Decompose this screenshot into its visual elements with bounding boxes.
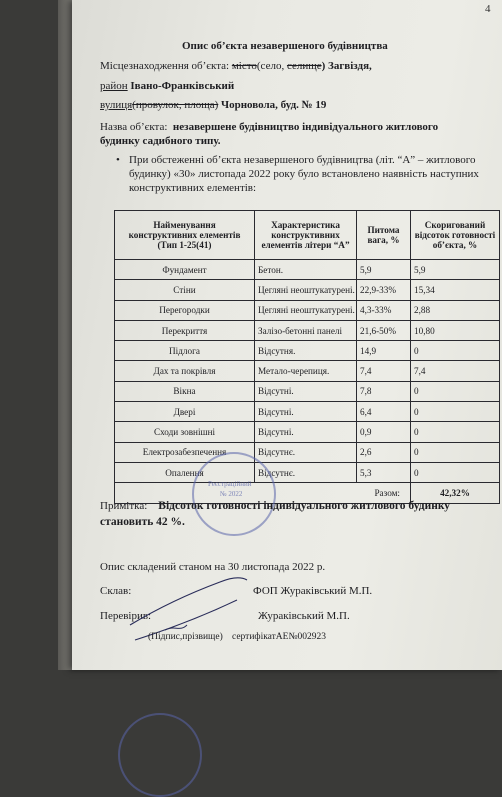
page-title: Опис об’єкта незавершеного будівництва bbox=[182, 40, 388, 52]
cell-element-name: Стіни bbox=[115, 280, 255, 300]
compiler-label: Склав: bbox=[100, 585, 132, 597]
table-row bbox=[115, 381, 500, 401]
cell-readiness: 0 bbox=[411, 381, 500, 401]
cell-element-name: Вікна bbox=[115, 381, 255, 401]
note-line2: становить 42 %. bbox=[100, 516, 185, 528]
cell-characteristic: Відсутнє. bbox=[255, 462, 357, 482]
compiled-date: Опис складений станом на 30 листопада 2022 р. bbox=[100, 561, 326, 573]
table-row bbox=[115, 361, 500, 381]
note-line1: Примітка: Відсоток готовності індивідуального житлового будинку bbox=[100, 500, 451, 512]
cell-share: 7,8 bbox=[357, 381, 411, 401]
certificate-number: сертифікатАЕ№002923 bbox=[232, 632, 327, 642]
cell-share: 21,6-50% bbox=[357, 320, 411, 340]
bullet-text-line3: конструктивних елементів: bbox=[129, 182, 257, 194]
bullet-text-line2: будинку) «30» листопада 2022 року було встановлено наявність наступних bbox=[129, 168, 479, 180]
cell-element-name: Сходи зовнішні bbox=[115, 422, 255, 442]
street-line: вулиця(провулок, площа) Чорновола, буд. № 19 bbox=[100, 99, 327, 111]
official-stamp bbox=[192, 452, 276, 536]
object-name-line2: будинку садибного типу. bbox=[100, 135, 221, 147]
cell-characteristic: Відсутні. bbox=[255, 402, 357, 422]
cell-element-name: Опалення bbox=[115, 462, 255, 482]
cell-element-name: Підлога bbox=[115, 341, 255, 361]
cell-share: 2,6 bbox=[357, 442, 411, 462]
table-row bbox=[115, 462, 500, 482]
cell-characteristic: Відсутня. bbox=[255, 341, 357, 361]
cell-characteristic: Відсутні. bbox=[255, 381, 357, 401]
cell-readiness: 7,4 bbox=[411, 361, 500, 381]
cell-element-name: Двері bbox=[115, 402, 255, 422]
cell-share: 22,9-33% bbox=[357, 280, 411, 300]
header-element-name: Найменування конструктивних елементів (Тип 1-25(41) bbox=[115, 211, 255, 260]
checker-label: Перевірив: bbox=[100, 610, 152, 622]
cell-share: 7,4 bbox=[357, 361, 411, 381]
cell-readiness: 15,34 bbox=[411, 280, 500, 300]
cell-readiness: 0 bbox=[411, 422, 500, 442]
cell-readiness: 10,80 bbox=[411, 320, 500, 340]
table-row bbox=[115, 422, 500, 442]
table-row bbox=[115, 280, 500, 300]
table-row bbox=[115, 442, 500, 462]
cell-share: 6,4 bbox=[357, 402, 411, 422]
cell-share: 0,9 bbox=[357, 422, 411, 442]
cell-element-name: Дах та покрівля bbox=[115, 361, 255, 381]
elements-table bbox=[114, 210, 500, 504]
checker-value: Жураківський М.П. bbox=[258, 610, 350, 622]
cell-share: 4,3-33% bbox=[357, 300, 411, 320]
bullet-text-line1: При обстеженні об’єкта незавершеного будівництва (літ. “А” – житлового bbox=[129, 154, 476, 166]
cell-characteristic: Бетон. bbox=[255, 260, 357, 280]
cell-characteristic: Цегляні неоштукатурені. bbox=[255, 300, 357, 320]
cell-readiness: 0 bbox=[411, 462, 500, 482]
table-row bbox=[115, 260, 500, 280]
cell-share: 5,3 bbox=[357, 462, 411, 482]
total-label: Разом: bbox=[115, 483, 411, 503]
table-header-row bbox=[115, 211, 500, 260]
cell-share: 14,9 bbox=[357, 341, 411, 361]
cell-readiness: 0 bbox=[411, 341, 500, 361]
official-stamp-2 bbox=[118, 713, 202, 797]
cell-characteristic: Залізо-бетонні панелі bbox=[255, 320, 357, 340]
table-row bbox=[115, 341, 500, 361]
district-line: район Івано-Франківський bbox=[100, 80, 235, 92]
cell-readiness: 0 bbox=[411, 402, 500, 422]
page-number: 4 bbox=[485, 3, 491, 15]
header-share: Питома вага, % bbox=[357, 211, 411, 260]
header-characteristic: Характеристика конструктивних елементів літери “А” bbox=[255, 211, 357, 260]
table-row bbox=[115, 320, 500, 340]
cell-share: 5,9 bbox=[357, 260, 411, 280]
compiler-value: ФОП Жураківський М.П. bbox=[253, 585, 373, 597]
cell-characteristic: Цегляні неоштукатурені. bbox=[255, 280, 357, 300]
cell-characteristic: Відсутні. bbox=[255, 422, 357, 442]
signature-caption: (Підпис,прізвище) bbox=[148, 632, 223, 642]
stamp-text-2: № 2022 bbox=[220, 490, 243, 498]
table-row bbox=[115, 300, 500, 320]
cell-characteristic: Метало-черепиця. bbox=[255, 361, 357, 381]
table-row bbox=[115, 402, 500, 422]
cell-element-name: Електрозабезпечення bbox=[115, 442, 255, 462]
cell-element-name: Перекриття bbox=[115, 320, 255, 340]
header-readiness: Скоригований відсоток готовності об’єкта, % bbox=[411, 211, 500, 260]
bullet-icon: • bbox=[116, 154, 120, 166]
cell-element-name: Перегородки bbox=[115, 300, 255, 320]
stamp-text-1: Реєстраційний bbox=[208, 480, 252, 488]
cell-readiness: 2,88 bbox=[411, 300, 500, 320]
cell-characteristic: Відсутнє. bbox=[255, 442, 357, 462]
location-line: Місцезнаходження об’єкта: місто(село, селище) Загвіздя, bbox=[100, 60, 372, 72]
total-value: 42,32% bbox=[411, 483, 500, 503]
cell-element-name: Фундамент bbox=[115, 260, 255, 280]
cell-readiness: 0 bbox=[411, 442, 500, 462]
cell-readiness: 5,9 bbox=[411, 260, 500, 280]
object-name-line1: Назва об’єкта: незавершене будівництво індивідуального житлового bbox=[100, 121, 439, 133]
